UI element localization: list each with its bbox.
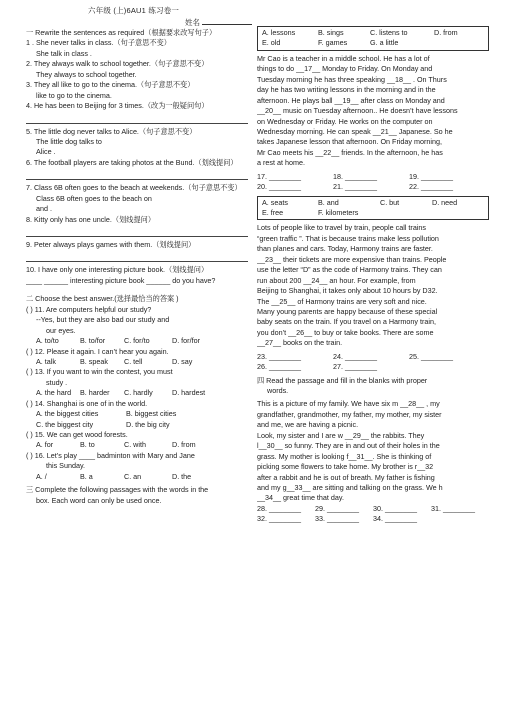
question-text-3: our eyes. bbox=[46, 325, 76, 335]
option-a[interactable]: A. the hard bbox=[36, 388, 72, 398]
answer-line[interactable]: The little dog talks to bbox=[36, 136, 102, 146]
passage-line: use the letter “D” as the code of Harmony trains. They can bbox=[257, 265, 442, 275]
passage-line: on Wednesday or Friday. He works on the computer on bbox=[257, 116, 433, 126]
mc-question-15 bbox=[26, 430, 248, 451]
answer-blanks-28-31 bbox=[257, 504, 489, 514]
question-text: ( ) 12. Please it again. I can’t hear you again. bbox=[26, 346, 169, 356]
passage-line: __23__ their tickets are more expensive than trains. People bbox=[257, 254, 447, 264]
mc-question-13 bbox=[26, 367, 248, 398]
passage-line: This is a picture of my family. We have six m __28__ , my bbox=[257, 399, 440, 409]
option-d[interactable]: D. hardest bbox=[172, 388, 206, 398]
question-text: 8. Kitty only has one uncle.（划线提问） bbox=[26, 214, 156, 224]
passage-line: __34__ great time that day. bbox=[257, 493, 344, 503]
answer-blank[interactable]: 17. ________ bbox=[257, 171, 301, 181]
question-text: ( ) 14. Shanghai is one of in the world. bbox=[26, 398, 148, 408]
question-text: ( ) 15. We can get wood forests. bbox=[26, 430, 128, 439]
answer-blank[interactable]: 18. ________ bbox=[333, 171, 377, 181]
passage-line: after a rabbit and he is out of breath. My father is fishing bbox=[257, 472, 435, 482]
question-text: 1 . She never talks in class.（句子意思不变） bbox=[26, 38, 171, 48]
answer-blank[interactable]: 22. ________ bbox=[409, 182, 453, 192]
question-text: ( ) 16. Let’s play ____ badminton with Mary and Jane bbox=[26, 450, 195, 460]
answer-line[interactable]: They always to school together. bbox=[36, 69, 137, 79]
answer-blank[interactable]: 23. ________ bbox=[257, 351, 301, 361]
question-text: ( ) 13. If you want to win the contest, you must bbox=[26, 367, 173, 377]
passage-line: Tuesday morning he has three speaking __18__ . On Thurs bbox=[257, 74, 447, 84]
answer-blank[interactable]: 27. ________ bbox=[333, 362, 377, 372]
passage-line: l__30__ so funny. They are in and out of their holes in the bbox=[257, 441, 440, 451]
question-2 bbox=[26, 59, 248, 80]
passage-line: grass. My mother is looking f__31__. She is thinking of bbox=[257, 451, 432, 461]
question-text: 5. The little dog never talks to Alice.（句子意思不变） bbox=[26, 126, 197, 136]
passage-line: and me, we are having a picnic. bbox=[257, 420, 359, 430]
passage-line: than planes and cars. Today, Harmony trains are faster. bbox=[257, 244, 433, 254]
passage-line: a rest at home. bbox=[257, 158, 305, 168]
option-c[interactable]: C. with bbox=[124, 440, 146, 450]
answer-line[interactable]: Class 6B often goes to the beach on bbox=[36, 193, 152, 203]
question-text: 7. Class 6B often goes to the beach at weekends.（句子意思不变） bbox=[26, 183, 242, 193]
mc-question-12 bbox=[26, 347, 248, 368]
question-text: 10. I have only one interesting picture book.（划线提问） bbox=[26, 265, 209, 275]
answer-blanks-26-27 bbox=[257, 362, 489, 372]
word-option: C. but bbox=[380, 197, 400, 207]
passage-2 bbox=[257, 223, 489, 348]
section-3-heading: 三 Complete the following passages with the words in the bbox=[26, 485, 209, 495]
passage-line: run about 200 __24__ an hour. For example, from bbox=[257, 275, 416, 285]
passage-line: Mr Cao meets his __22__ friends. In the afternoon, he has bbox=[257, 147, 443, 157]
passage-line: Mr Cao is a teacher in a middle school. He has a lot of bbox=[257, 53, 430, 63]
passage-line: “green traffic ”. That is because trains make less pollution bbox=[257, 233, 439, 243]
question-text: 3. They all like to go to the cinema.（句子意思不变） bbox=[26, 80, 195, 90]
option-b[interactable]: B. to/for bbox=[80, 336, 106, 346]
section-1-heading: 一 Rewrite the sentences as required（根据要求改写句子） bbox=[26, 28, 217, 37]
question-7 bbox=[26, 183, 248, 214]
option-d[interactable]: D. from bbox=[172, 440, 196, 450]
question-text: ( ) 11. Are computers helpful our study? bbox=[26, 304, 152, 314]
word-option: D. from bbox=[434, 28, 458, 37]
answer-blank[interactable]: 33. ________ bbox=[315, 514, 359, 524]
section-4-heading-2: words. bbox=[267, 386, 289, 395]
question-text-2: study . bbox=[46, 377, 68, 387]
answer-rule[interactable] bbox=[26, 169, 248, 180]
worksheet-title: 六年级 (上)6AU1 练习卷一 bbox=[88, 6, 180, 15]
answer-blanks-20-22 bbox=[257, 182, 489, 192]
option-d[interactable]: D. say bbox=[172, 356, 193, 366]
option-a[interactable]: A. / bbox=[36, 471, 47, 481]
option-b[interactable]: B. to bbox=[80, 440, 95, 450]
word-option: C. listens to bbox=[370, 28, 408, 37]
answer-blank[interactable]: 30. ________ bbox=[373, 503, 417, 513]
option-b[interactable]: B. speak bbox=[80, 356, 108, 366]
question-5 bbox=[26, 127, 248, 158]
answer-line[interactable]: like to go to the cinema. bbox=[36, 90, 112, 100]
mc-question-16 bbox=[26, 451, 248, 482]
option-b[interactable]: B. biggest cities bbox=[126, 409, 177, 419]
answer-blank[interactable]: 28. ________ bbox=[257, 503, 301, 513]
answer-blanks-32-34 bbox=[257, 514, 489, 524]
option-c[interactable]: C. the biggest city bbox=[36, 419, 94, 429]
word-option: B. and bbox=[318, 197, 339, 207]
word-box-1 bbox=[257, 26, 489, 51]
option-b[interactable]: B. a bbox=[80, 471, 93, 481]
option-a[interactable]: A. the biggest cities bbox=[36, 409, 99, 419]
question-4 bbox=[26, 101, 248, 123]
answer-line-2[interactable]: Alice . bbox=[36, 147, 56, 157]
question-text: 9. Peter always plays games with them.（划线提问） bbox=[26, 240, 196, 249]
answer-line[interactable]: She talk in class . bbox=[36, 48, 92, 58]
option-a[interactable]: A. to/to bbox=[36, 336, 59, 346]
question-text-2: --Yes, but they are also bad our study and bbox=[36, 315, 170, 325]
answer-blanks-23-25 bbox=[257, 352, 489, 362]
mc-question-14 bbox=[26, 399, 248, 430]
name-label: 姓名 bbox=[185, 18, 200, 27]
section-4-heading: 四 Read the passage and fill in the blanks with proper bbox=[257, 375, 428, 385]
answer-blank[interactable]: 26. ________ bbox=[257, 362, 301, 372]
word-option: E. old bbox=[262, 38, 281, 48]
passage-line: picking some flowers to take home. My brother is r__32 bbox=[257, 462, 434, 472]
mc-question-11 bbox=[26, 305, 248, 347]
passage-line: Many young parents are happy because of these special bbox=[257, 306, 438, 316]
answer-blank[interactable]: 34. ________ bbox=[373, 514, 417, 524]
option-b[interactable]: B. harder bbox=[80, 388, 110, 398]
answer-blank[interactable]: 25. ________ bbox=[409, 351, 453, 361]
left-column bbox=[26, 24, 248, 506]
passage-line: day he has two writing lessons in the morning and in the bbox=[257, 85, 436, 95]
passage-line: baby seats on the train. If you travel on a Harmony train, bbox=[257, 317, 436, 327]
answer-rule[interactable] bbox=[26, 113, 248, 124]
option-a[interactable]: A. for bbox=[36, 440, 54, 450]
passage-1 bbox=[257, 54, 489, 169]
question-6 bbox=[26, 158, 248, 180]
word-option: E. free bbox=[262, 208, 284, 217]
answer-rule[interactable] bbox=[26, 226, 248, 237]
passage-line: you don’t __26__ to buy or take books. There are some bbox=[257, 327, 434, 337]
answer-blank[interactable]: 32. ________ bbox=[257, 514, 301, 524]
word-option: F. kilometers bbox=[318, 208, 359, 217]
passage-line: __20__ music on Tuesday afternoon.. He doesn’t have lessons bbox=[257, 106, 458, 116]
option-c[interactable]: C. hardly bbox=[124, 388, 153, 398]
question-10 bbox=[26, 265, 248, 286]
section-3-heading-2: box. Each word can only be used once. bbox=[36, 495, 162, 505]
option-a[interactable]: A. talk bbox=[36, 356, 56, 366]
question-text: 6. The football players are taking photos at the Bund.（划线提问） bbox=[26, 157, 238, 167]
answer-rule[interactable] bbox=[26, 251, 248, 262]
passage-line: Look, my sister and I are w __29__ the rabbits. They bbox=[257, 430, 425, 440]
word-box-2 bbox=[257, 196, 489, 221]
section-2-heading: 二 Choose the best answer.(选择最恰当的答案 ) bbox=[26, 294, 179, 304]
passage-line: things to do __17__ Monday to Friday. On Monday and bbox=[257, 64, 433, 74]
question-9 bbox=[26, 240, 248, 262]
answer-blank[interactable]: 24. ________ bbox=[333, 351, 377, 361]
passage-line: The __25__ of Harmony trains are very soft and nice. bbox=[257, 296, 427, 306]
question-text: 2. They always walk to school together.（句子意思不变） bbox=[26, 59, 209, 69]
answer-blank[interactable]: 21. ________ bbox=[333, 182, 377, 192]
option-d[interactable]: D. the big city bbox=[126, 419, 170, 429]
word-option: G. a little bbox=[370, 38, 399, 48]
passage-line: Lots of people like to travel by train, people call trains bbox=[257, 223, 427, 233]
passage-3 bbox=[257, 399, 489, 503]
option-c[interactable]: C. for/to bbox=[124, 336, 150, 346]
answer-blank[interactable]: 29. ________ bbox=[315, 503, 359, 513]
answer-blank[interactable]: 20. ________ bbox=[257, 182, 301, 192]
right-column bbox=[257, 26, 489, 525]
option-c[interactable]: C. tell bbox=[124, 356, 143, 366]
word-option: B. sings bbox=[318, 28, 344, 37]
passage-line: grandfather, grandmother, my father, my mother, my sister bbox=[257, 409, 442, 419]
passage-line: takes Japanese lesson that afternoon. On Friday morning, bbox=[257, 137, 442, 147]
question-3 bbox=[26, 80, 248, 101]
word-option: A. seats bbox=[262, 197, 288, 207]
option-d[interactable]: D. the bbox=[172, 471, 192, 481]
word-option: A. lessons bbox=[262, 28, 296, 37]
passage-line: __27__ books on the train. bbox=[257, 338, 343, 348]
passage-line: Beijing to Shanghai, it takes only about 10 hours by D32. bbox=[257, 286, 438, 296]
question-text-2: this Sunday. bbox=[46, 461, 86, 471]
word-option: F. games bbox=[318, 38, 348, 48]
word-option: D. need bbox=[432, 197, 458, 207]
passage-line: and my g__33__ are sitting and talking on the grass. We h bbox=[257, 482, 443, 492]
passage-line: afternoon. He plays ball __19__ after class on Monday and bbox=[257, 95, 445, 105]
passage-line: Wednesday morning. He can speak __21__ Japanese. So he bbox=[257, 126, 453, 136]
answer-blank[interactable]: 19. ________ bbox=[409, 171, 453, 181]
option-d[interactable]: D. for/for bbox=[172, 336, 200, 346]
answer-blank[interactable]: 31. ________ bbox=[431, 503, 475, 513]
answer-line[interactable]: ____ ______ interesting picture book ______ do you have? bbox=[26, 275, 216, 285]
answer-blanks-17-19 bbox=[257, 172, 489, 182]
question-8 bbox=[26, 215, 248, 237]
question-text: 4. He has been to Beijing for 3 times.（改为一般疑问句） bbox=[26, 101, 209, 111]
question-1 bbox=[26, 38, 248, 59]
answer-line-2[interactable]: and . bbox=[36, 204, 52, 214]
option-c[interactable]: C. an bbox=[124, 471, 142, 481]
